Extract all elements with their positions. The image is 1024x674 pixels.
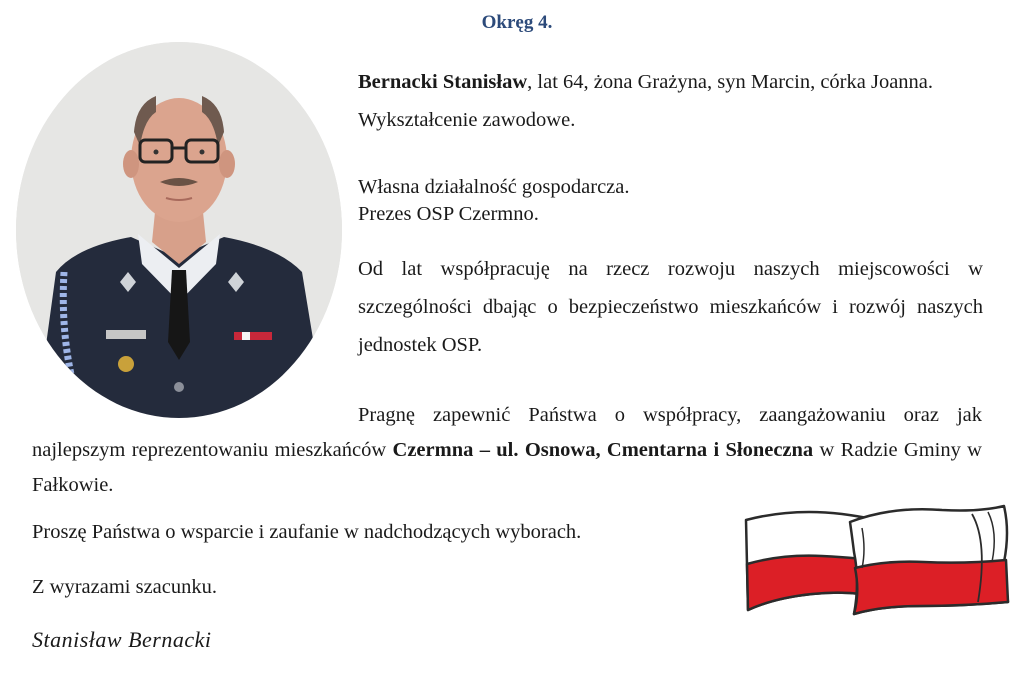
polish-flag-icon: [742, 502, 1012, 623]
district-heading: Okręg 4.: [481, 12, 553, 33]
candidate-intro: [358, 63, 988, 139]
signature: Stanisław Bernacki: [32, 627, 212, 652]
closing-regards: Z wyrazami szacunku.: [32, 576, 217, 598]
pledge-text-after: w Radzie Gminy w Fałkowie.: [32, 439, 982, 496]
support-request: Proszę Państwa o wsparcie i zaufanie w nadchodzących wyborach.: [32, 521, 582, 543]
candidate-details: , lat 64, żona Grażyna, syn Marcin, córka Joanna. Wykształcenie zawodowe.: [358, 71, 934, 131]
pledge-paragraph: [32, 398, 982, 503]
occupation-block: [358, 174, 988, 228]
candidate-portrait: [16, 42, 342, 418]
pledge-highlight: Czermna – ul. Osnowa, Cmentarna i Słoneczna: [392, 439, 814, 461]
occupation-line-1: Własna działalność gospodarcza.: [358, 176, 630, 198]
pledge-text-before: Pragnę zapewnić Państwa o współpracy, zaangażowaniu oraz jak najlepszym reprezentowaniu mieszkańców: [32, 404, 982, 461]
occupation-line-2: Prezes OSP Czermno.: [358, 203, 539, 225]
portrait-photo-icon: [16, 42, 342, 418]
candidate-name: Bernacki Stanisław: [358, 71, 528, 93]
cooperation-paragraph: Od lat współpracuję na rzecz rozwoju naszych miejscowości w szczególności dbając o bezpieczeństwo mieszkańców i rozwój naszych jednostek OSP.: [358, 258, 983, 356]
